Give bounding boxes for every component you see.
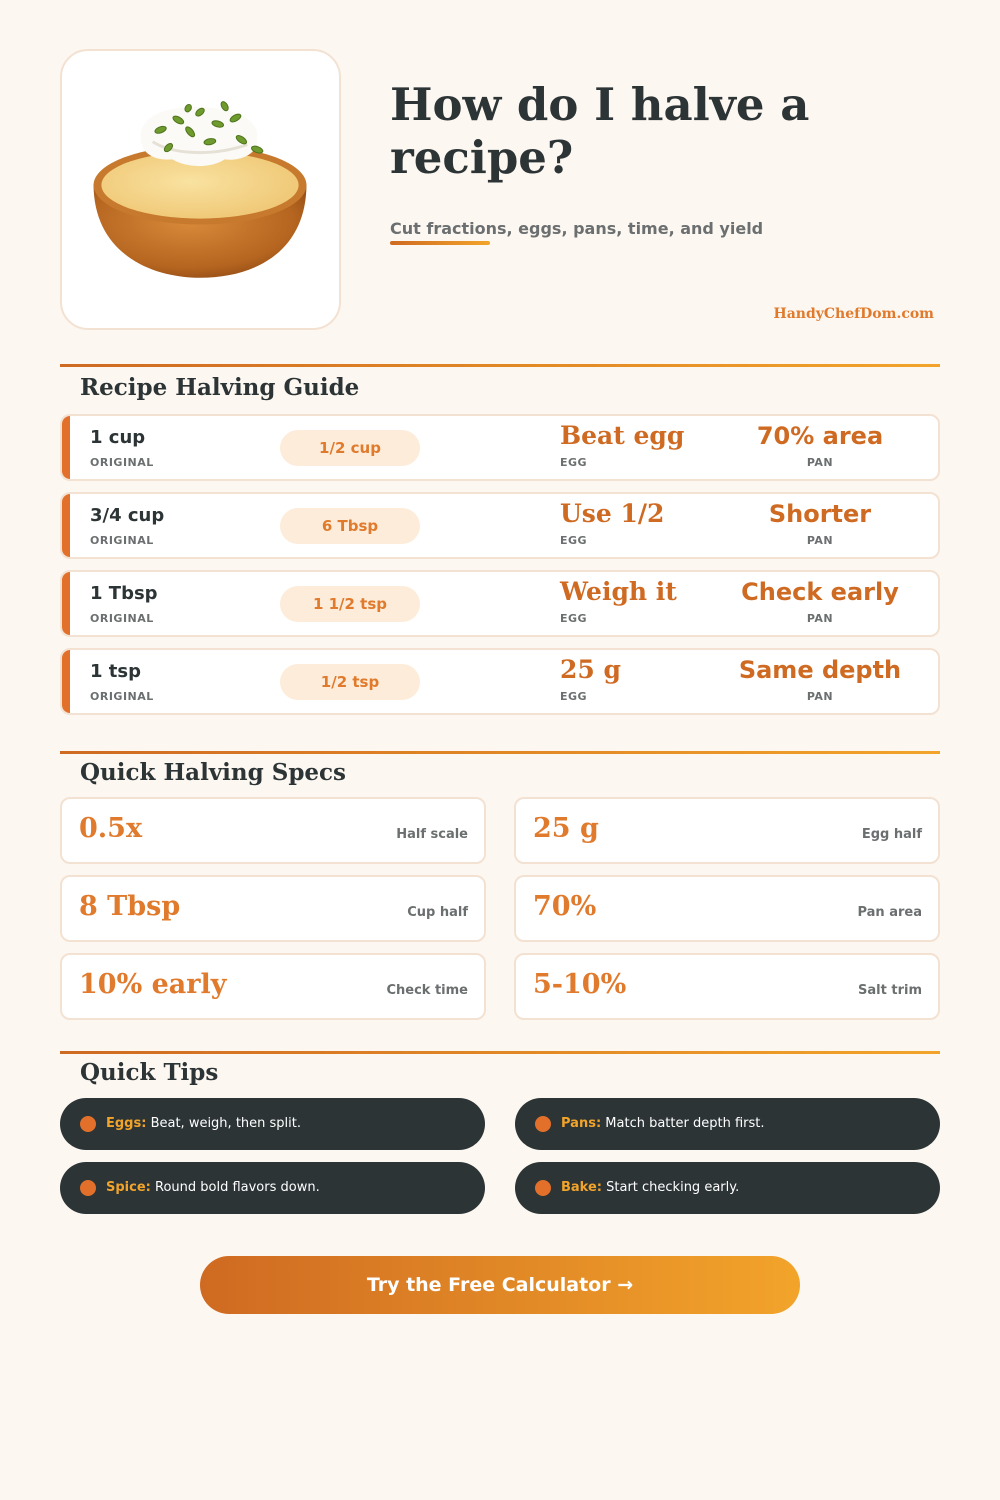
guide-row	[60, 414, 940, 481]
half-amount: 6 Tbsp	[280, 508, 420, 544]
egg-value: Weigh it	[560, 577, 677, 606]
free-calculator-button[interactable]: Try the Free Calculator →	[200, 1256, 800, 1314]
original-amount: 3/4 cup	[90, 505, 165, 526]
tip-pill	[515, 1098, 940, 1150]
tip-pill	[60, 1098, 485, 1150]
egg-value: Beat egg	[560, 421, 685, 450]
hero-image	[60, 49, 341, 330]
loaded-baked-potato-icon	[62, 51, 339, 328]
pan-label: PAN	[806, 456, 834, 469]
original-label: ORIGINAL	[90, 690, 154, 703]
spec-value: 5-10%	[533, 969, 627, 1000]
pan-label: PAN	[806, 534, 834, 547]
pan-value: Same depth	[738, 656, 902, 684]
section-divider	[60, 751, 940, 754]
original-amount: 1 cup	[90, 427, 146, 448]
tip-text: Beat, weigh, then split.	[146, 1116, 301, 1131]
bullet-dot-icon	[80, 1180, 96, 1196]
section-divider	[60, 1051, 940, 1054]
spec-label: Egg half	[861, 827, 922, 842]
bullet-dot-icon	[80, 1116, 96, 1132]
bullet-dot-icon	[535, 1180, 551, 1196]
spec-value: 10% early	[79, 969, 227, 1000]
half-amount: 1 1/2 tsp	[280, 586, 420, 622]
original-amount: 1 tsp	[90, 661, 141, 682]
tip-pill	[515, 1162, 940, 1214]
bullet-dot-icon	[535, 1116, 551, 1132]
spec-value: 70%	[533, 891, 597, 922]
spec-card	[60, 797, 486, 864]
egg-label: EGG	[560, 456, 588, 469]
spec-card	[514, 875, 940, 942]
specs-title: Quick Halving Specs	[80, 759, 347, 786]
row-accent-bar	[62, 494, 70, 557]
brand-link[interactable]: HandyChefDom.com	[773, 306, 934, 322]
half-amount: 1/2 cup	[280, 430, 420, 466]
tip-text: Round bold flavors down.	[150, 1180, 320, 1195]
tip-text: Start checking early.	[602, 1180, 740, 1195]
tips-title: Quick Tips	[80, 1059, 219, 1086]
tip-text: Match batter depth first.	[601, 1116, 765, 1131]
guide-title: Recipe Halving Guide	[80, 374, 360, 401]
egg-value: 25 g	[560, 655, 621, 684]
egg-label: EGG	[560, 534, 588, 547]
guide-row	[60, 570, 940, 637]
spec-label: Salt trim	[858, 983, 922, 998]
spec-value: 0.5x	[79, 813, 143, 844]
tip-key: Bake:	[561, 1180, 602, 1195]
pan-label: PAN	[806, 690, 834, 703]
spec-label: Pan area	[857, 905, 922, 920]
spec-card	[514, 797, 940, 864]
subtitle-underline	[390, 241, 490, 245]
spec-value: 25 g	[533, 813, 599, 844]
section-divider	[60, 364, 940, 367]
row-accent-bar	[62, 416, 70, 479]
original-label: ORIGINAL	[90, 456, 154, 469]
spec-card	[514, 953, 940, 1020]
spec-label: Cup half	[407, 905, 468, 920]
pan-value: 70% area	[756, 422, 884, 450]
original-amount: 1 Tbsp	[90, 583, 158, 604]
row-accent-bar	[62, 572, 70, 635]
tip-key: Spice:	[106, 1180, 151, 1195]
spec-card	[60, 953, 486, 1020]
egg-value: Use 1/2	[560, 499, 665, 528]
spec-label: Check time	[386, 983, 468, 998]
original-label: ORIGINAL	[90, 534, 154, 547]
tip-pill	[60, 1162, 485, 1214]
half-amount: 1/2 tsp	[280, 664, 420, 700]
tip-key: Pans:	[561, 1116, 602, 1131]
original-label: ORIGINAL	[90, 612, 154, 625]
page-subtitle: Cut fractions, eggs, pans, time, and yield	[390, 219, 764, 238]
pan-value: Shorter	[768, 500, 872, 528]
egg-label: EGG	[560, 690, 588, 703]
guide-row	[60, 492, 940, 559]
tip-key: Eggs:	[106, 1116, 147, 1131]
row-accent-bar	[62, 650, 70, 713]
spec-label: Half scale	[396, 827, 468, 842]
pan-value: Check early	[741, 578, 899, 606]
spec-card	[60, 875, 486, 942]
page-title: How do I halve a recipe?	[390, 78, 810, 184]
pan-label: PAN	[806, 612, 834, 625]
spec-value: 8 Tbsp	[79, 891, 181, 922]
guide-row	[60, 648, 940, 715]
egg-label: EGG	[560, 612, 588, 625]
